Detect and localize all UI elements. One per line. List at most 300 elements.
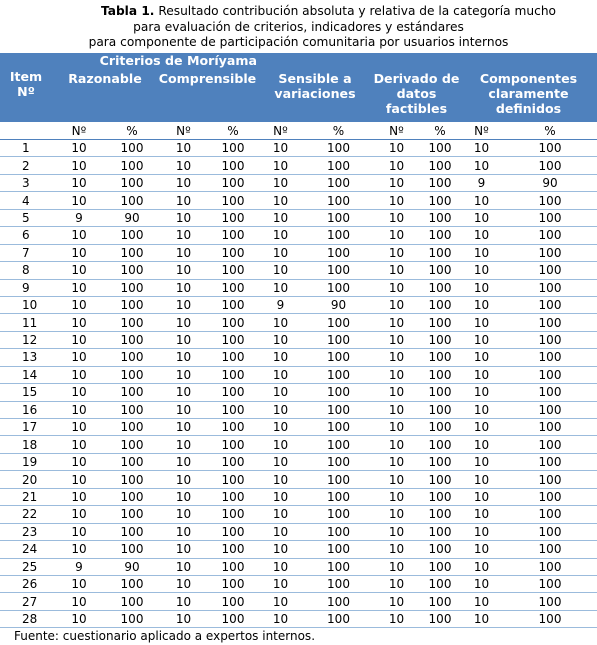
count-cell: 10 — [257, 523, 304, 540]
percent-cell: 100 — [420, 331, 460, 348]
percent-cell: 100 — [304, 419, 373, 436]
count-cell: 10 — [373, 488, 420, 505]
count-cell: 10 — [460, 419, 503, 436]
percent-cell: 100 — [209, 140, 257, 157]
percent-cell: 100 — [304, 209, 373, 226]
percent-cell: 100 — [304, 279, 373, 296]
table-row — [0, 471, 597, 488]
count-cell: 10 — [158, 523, 209, 540]
percent-cell: 100 — [304, 436, 373, 453]
item-number: 21 — [0, 488, 52, 505]
percent-cell: 100 — [106, 593, 158, 610]
percent-cell: 100 — [106, 541, 158, 558]
count-cell: 10 — [460, 279, 503, 296]
percent-cell: 100 — [503, 488, 597, 505]
count-cell: 10 — [373, 401, 420, 418]
criterion-header: Comprensible — [158, 71, 257, 86]
percent-cell: 100 — [106, 453, 158, 470]
count-cell: 10 — [52, 227, 106, 244]
percent-cell: 100 — [420, 419, 460, 436]
percent-cell: 100 — [420, 453, 460, 470]
percent-cell: 100 — [209, 558, 257, 575]
count-cell: 10 — [52, 314, 106, 331]
percent-cell: 100 — [304, 610, 373, 627]
table-row — [0, 296, 597, 313]
percent-cell: 100 — [503, 593, 597, 610]
percent-cell: 100 — [420, 506, 460, 523]
percent-cell: 100 — [209, 157, 257, 174]
table-row — [0, 401, 597, 418]
percent-cell: 100 — [304, 140, 373, 157]
table-row — [0, 453, 597, 470]
count-cell: 10 — [52, 279, 106, 296]
percent-cell: 100 — [106, 192, 158, 209]
percent-cell: 100 — [106, 349, 158, 366]
percent-cell: 100 — [209, 349, 257, 366]
table-caption — [0, 4, 597, 51]
percent-cell: 100 — [420, 279, 460, 296]
count-cell: 10 — [158, 384, 209, 401]
count-cell: 10 — [373, 436, 420, 453]
item-number: 8 — [0, 262, 52, 279]
count-cell: 10 — [257, 384, 304, 401]
percent-cell: 100 — [503, 140, 597, 157]
percent-cell: 100 — [304, 331, 373, 348]
table-row — [0, 174, 597, 191]
count-cell: 10 — [52, 244, 106, 261]
count-cell: 10 — [52, 575, 106, 592]
criterion-header: Derivado de datos factibles — [373, 71, 460, 116]
percent-cell: 100 — [304, 349, 373, 366]
count-cell: 10 — [52, 174, 106, 191]
count-cell: 10 — [373, 227, 420, 244]
item-number: 26 — [0, 575, 52, 592]
item-number: 16 — [0, 401, 52, 418]
item-number: 5 — [0, 209, 52, 226]
unit-n: Nº — [460, 122, 503, 140]
percent-cell: 100 — [503, 575, 597, 592]
count-cell: 10 — [460, 453, 503, 470]
count-cell: 10 — [158, 488, 209, 505]
count-cell: 10 — [373, 453, 420, 470]
percent-cell: 100 — [209, 575, 257, 592]
percent-cell: 100 — [106, 157, 158, 174]
count-cell: 10 — [52, 157, 106, 174]
count-cell: 10 — [373, 279, 420, 296]
percent-cell: 100 — [209, 541, 257, 558]
count-cell: 10 — [257, 575, 304, 592]
percent-cell: 100 — [106, 262, 158, 279]
count-cell: 10 — [460, 610, 503, 627]
count-cell: 10 — [460, 384, 503, 401]
table-row — [0, 262, 597, 279]
percent-cell: 100 — [420, 262, 460, 279]
criterion-header: Sensible a variaciones — [274, 71, 356, 101]
count-cell: 10 — [373, 541, 420, 558]
count-cell: 10 — [460, 192, 503, 209]
percent-cell: 100 — [503, 331, 597, 348]
unit-pct: % — [503, 122, 597, 140]
percent-cell: 90 — [503, 174, 597, 191]
count-cell: 10 — [460, 488, 503, 505]
percent-cell: 100 — [503, 157, 597, 174]
count-cell: 10 — [460, 541, 503, 558]
percent-cell: 100 — [503, 262, 597, 279]
group-title-spacer — [257, 53, 597, 68]
count-cell: 10 — [257, 471, 304, 488]
item-number: 4 — [0, 192, 52, 209]
count-cell: 9 — [52, 558, 106, 575]
percent-cell: 100 — [304, 523, 373, 540]
percent-cell: 100 — [503, 244, 597, 261]
table-row — [0, 558, 597, 575]
count-cell: 10 — [52, 610, 106, 627]
percent-cell: 100 — [209, 453, 257, 470]
percent-cell: 100 — [503, 401, 597, 418]
count-cell: 10 — [257, 401, 304, 418]
percent-cell: 100 — [503, 453, 597, 470]
item-number: 3 — [0, 174, 52, 191]
count-cell: 10 — [460, 506, 503, 523]
item-number: 22 — [0, 506, 52, 523]
table-row — [0, 436, 597, 453]
count-cell: 10 — [52, 541, 106, 558]
percent-cell: 100 — [420, 384, 460, 401]
count-cell: 10 — [158, 227, 209, 244]
table-row — [0, 279, 597, 296]
count-cell: 10 — [257, 593, 304, 610]
count-cell: 10 — [373, 610, 420, 627]
item-number: 1 — [0, 140, 52, 157]
percent-cell: 100 — [420, 227, 460, 244]
count-cell: 10 — [52, 331, 106, 348]
count-cell: 10 — [460, 331, 503, 348]
caption-line-3: para componente de participación comunitaria por usuarios internos — [88, 35, 509, 49]
count-cell: 10 — [52, 401, 106, 418]
percent-cell: 100 — [106, 279, 158, 296]
item-number: 12 — [0, 331, 52, 348]
count-cell: 10 — [460, 366, 503, 383]
unit-n: Nº — [52, 122, 106, 140]
item-number: 23 — [0, 523, 52, 540]
item-number: 14 — [0, 366, 52, 383]
percent-cell: 100 — [304, 157, 373, 174]
count-cell: 10 — [257, 331, 304, 348]
count-cell: 10 — [158, 157, 209, 174]
table-row — [0, 244, 597, 261]
count-cell: 10 — [158, 296, 209, 313]
count-cell: 10 — [158, 401, 209, 418]
percent-cell: 90 — [106, 209, 158, 226]
count-cell: 10 — [460, 244, 503, 261]
group-title: Criterios de Moríyama — [99, 53, 257, 68]
table-row — [0, 593, 597, 610]
table-row — [0, 488, 597, 505]
percent-cell: 100 — [503, 558, 597, 575]
item-number: 25 — [0, 558, 52, 575]
table-row — [0, 227, 597, 244]
count-cell: 10 — [460, 157, 503, 174]
count-cell: 10 — [158, 558, 209, 575]
count-cell: 10 — [373, 314, 420, 331]
group-header-row — [0, 53, 597, 68]
percent-cell: 100 — [209, 419, 257, 436]
percent-cell: 100 — [106, 331, 158, 348]
percent-cell: 100 — [420, 296, 460, 313]
percent-cell: 100 — [420, 209, 460, 226]
table-row — [0, 384, 597, 401]
percent-cell: 100 — [209, 401, 257, 418]
item-number: 10 — [0, 296, 52, 313]
percent-cell: 100 — [304, 593, 373, 610]
table-row — [0, 506, 597, 523]
count-cell: 10 — [257, 541, 304, 558]
unit-pct: % — [106, 122, 158, 140]
count-cell: 10 — [257, 366, 304, 383]
caption-line-1: Resultado contribución absoluta y relativa de la categoría mucho — [158, 4, 557, 18]
percent-cell: 100 — [209, 366, 257, 383]
percent-cell: 100 — [304, 384, 373, 401]
item-number: 15 — [0, 384, 52, 401]
count-cell: 10 — [158, 174, 209, 191]
unit-pct: % — [304, 122, 373, 140]
count-cell: 10 — [460, 471, 503, 488]
unit-n: Nº — [373, 122, 420, 140]
count-cell: 10 — [373, 558, 420, 575]
item-number: 18 — [0, 436, 52, 453]
count-cell: 10 — [52, 593, 106, 610]
item-number: 27 — [0, 593, 52, 610]
table-row — [0, 314, 597, 331]
count-cell: 10 — [373, 209, 420, 226]
percent-cell: 100 — [209, 227, 257, 244]
count-cell: 10 — [158, 279, 209, 296]
count-cell: 10 — [373, 384, 420, 401]
table-row — [0, 366, 597, 383]
count-cell: 10 — [373, 523, 420, 540]
percent-cell: 100 — [209, 192, 257, 209]
count-cell: 10 — [158, 349, 209, 366]
count-cell: 10 — [373, 140, 420, 157]
count-cell: 10 — [373, 192, 420, 209]
count-cell: 10 — [257, 610, 304, 627]
percent-cell: 100 — [106, 436, 158, 453]
table-row — [0, 157, 597, 174]
percent-cell: 100 — [503, 349, 597, 366]
percent-cell: 100 — [106, 174, 158, 191]
table-row — [0, 610, 597, 627]
units-row — [0, 122, 597, 140]
percent-cell: 100 — [106, 471, 158, 488]
count-cell: 10 — [257, 192, 304, 209]
count-cell: 10 — [373, 349, 420, 366]
item-number: 2 — [0, 157, 52, 174]
percent-cell: 100 — [209, 593, 257, 610]
count-cell: 10 — [460, 401, 503, 418]
unit-n: Nº — [257, 122, 304, 140]
percent-cell: 90 — [106, 558, 158, 575]
count-cell: 10 — [373, 419, 420, 436]
percent-cell: 100 — [503, 610, 597, 627]
count-cell: 10 — [158, 471, 209, 488]
percent-cell: 100 — [304, 192, 373, 209]
item-number: 7 — [0, 244, 52, 261]
count-cell: 10 — [52, 349, 106, 366]
percent-cell: 100 — [420, 174, 460, 191]
count-cell: 10 — [52, 471, 106, 488]
percent-cell: 100 — [503, 279, 597, 296]
percent-cell: 100 — [209, 523, 257, 540]
count-cell: 10 — [158, 436, 209, 453]
percent-cell: 100 — [304, 506, 373, 523]
units-blank — [0, 122, 52, 140]
percent-cell: 100 — [503, 419, 597, 436]
count-cell: 10 — [257, 349, 304, 366]
percent-cell: 100 — [304, 244, 373, 261]
percent-cell: 100 — [209, 279, 257, 296]
table-row — [0, 331, 597, 348]
percent-cell: 100 — [106, 610, 158, 627]
count-cell: 10 — [373, 366, 420, 383]
percent-cell: 100 — [106, 384, 158, 401]
count-cell: 10 — [52, 262, 106, 279]
count-cell: 10 — [257, 244, 304, 261]
count-cell: 10 — [460, 227, 503, 244]
count-cell: 10 — [52, 384, 106, 401]
count-cell: 10 — [460, 209, 503, 226]
results-table — [0, 53, 597, 628]
count-cell: 10 — [460, 262, 503, 279]
percent-cell: 100 — [420, 575, 460, 592]
percent-cell: 100 — [106, 523, 158, 540]
count-cell: 10 — [158, 419, 209, 436]
percent-cell: 100 — [420, 366, 460, 383]
table-body — [0, 140, 597, 628]
percent-cell: 100 — [304, 453, 373, 470]
percent-cell: 100 — [106, 488, 158, 505]
percent-cell: 100 — [420, 558, 460, 575]
count-cell: 10 — [52, 506, 106, 523]
percent-cell: 100 — [106, 140, 158, 157]
unit-n: Nº — [158, 122, 209, 140]
count-cell: 10 — [460, 349, 503, 366]
percent-cell: 100 — [420, 593, 460, 610]
count-cell: 9 — [257, 296, 304, 313]
percent-cell: 100 — [420, 140, 460, 157]
percent-cell: 100 — [304, 174, 373, 191]
count-cell: 10 — [52, 436, 106, 453]
count-cell: 10 — [257, 279, 304, 296]
item-number: 17 — [0, 419, 52, 436]
count-cell: 10 — [52, 140, 106, 157]
count-cell: 10 — [460, 314, 503, 331]
count-cell: 10 — [158, 541, 209, 558]
percent-cell: 100 — [106, 575, 158, 592]
count-cell: 10 — [257, 209, 304, 226]
item-header — [0, 53, 52, 122]
caption-line-2: para evaluación de criterios, indicadores y estándares — [133, 19, 464, 34]
item-number: 13 — [0, 349, 52, 366]
count-cell: 10 — [158, 610, 209, 627]
table-row — [0, 575, 597, 592]
count-cell: 10 — [158, 244, 209, 261]
count-cell: 10 — [460, 575, 503, 592]
criterion-header: Componentes claramente definidos — [479, 71, 578, 116]
count-cell: 10 — [373, 157, 420, 174]
table-row — [0, 192, 597, 209]
count-cell: 10 — [257, 174, 304, 191]
unit-pct: % — [420, 122, 460, 140]
table-row — [0, 419, 597, 436]
count-cell: 10 — [373, 471, 420, 488]
count-cell: 10 — [158, 192, 209, 209]
count-cell: 10 — [257, 436, 304, 453]
count-cell: 10 — [373, 262, 420, 279]
percent-cell: 100 — [106, 296, 158, 313]
percent-cell: 100 — [209, 384, 257, 401]
count-cell: 10 — [52, 453, 106, 470]
percent-cell: 100 — [209, 471, 257, 488]
count-cell: 10 — [257, 227, 304, 244]
item-number: 28 — [0, 610, 52, 627]
percent-cell: 100 — [106, 419, 158, 436]
percent-cell: 100 — [503, 366, 597, 383]
percent-cell: 100 — [503, 314, 597, 331]
percent-cell: 100 — [503, 384, 597, 401]
item-number: 24 — [0, 541, 52, 558]
percent-cell: 100 — [209, 331, 257, 348]
percent-cell: 100 — [503, 471, 597, 488]
count-cell: 10 — [373, 575, 420, 592]
percent-cell: 100 — [209, 610, 257, 627]
count-cell: 10 — [52, 366, 106, 383]
count-cell: 9 — [52, 209, 106, 226]
percent-cell: 100 — [304, 227, 373, 244]
percent-cell: 100 — [503, 541, 597, 558]
count-cell: 10 — [52, 296, 106, 313]
item-number: 20 — [0, 471, 52, 488]
percent-cell: 100 — [209, 174, 257, 191]
percent-cell: 100 — [209, 436, 257, 453]
item-header-label: Item Nº — [9, 69, 43, 99]
percent-cell: 100 — [209, 296, 257, 313]
count-cell: 10 — [257, 558, 304, 575]
table-row — [0, 541, 597, 558]
criterion-header: Razonable — [68, 71, 142, 86]
count-cell: 10 — [158, 331, 209, 348]
percent-cell: 100 — [420, 401, 460, 418]
percent-cell: 100 — [209, 244, 257, 261]
count-cell: 10 — [158, 453, 209, 470]
percent-cell: 100 — [420, 541, 460, 558]
percent-cell: 100 — [209, 488, 257, 505]
count-cell: 10 — [257, 157, 304, 174]
count-cell: 10 — [257, 262, 304, 279]
percent-cell: 100 — [420, 488, 460, 505]
count-cell: 10 — [158, 209, 209, 226]
percent-cell: 100 — [304, 314, 373, 331]
count-cell: 10 — [158, 593, 209, 610]
count-cell: 9 — [460, 174, 503, 191]
percent-cell: 100 — [304, 575, 373, 592]
unit-pct: % — [209, 122, 257, 140]
count-cell: 10 — [373, 506, 420, 523]
count-cell: 10 — [257, 140, 304, 157]
count-cell: 10 — [158, 366, 209, 383]
percent-cell: 100 — [304, 262, 373, 279]
count-cell: 10 — [257, 419, 304, 436]
percent-cell: 100 — [106, 366, 158, 383]
